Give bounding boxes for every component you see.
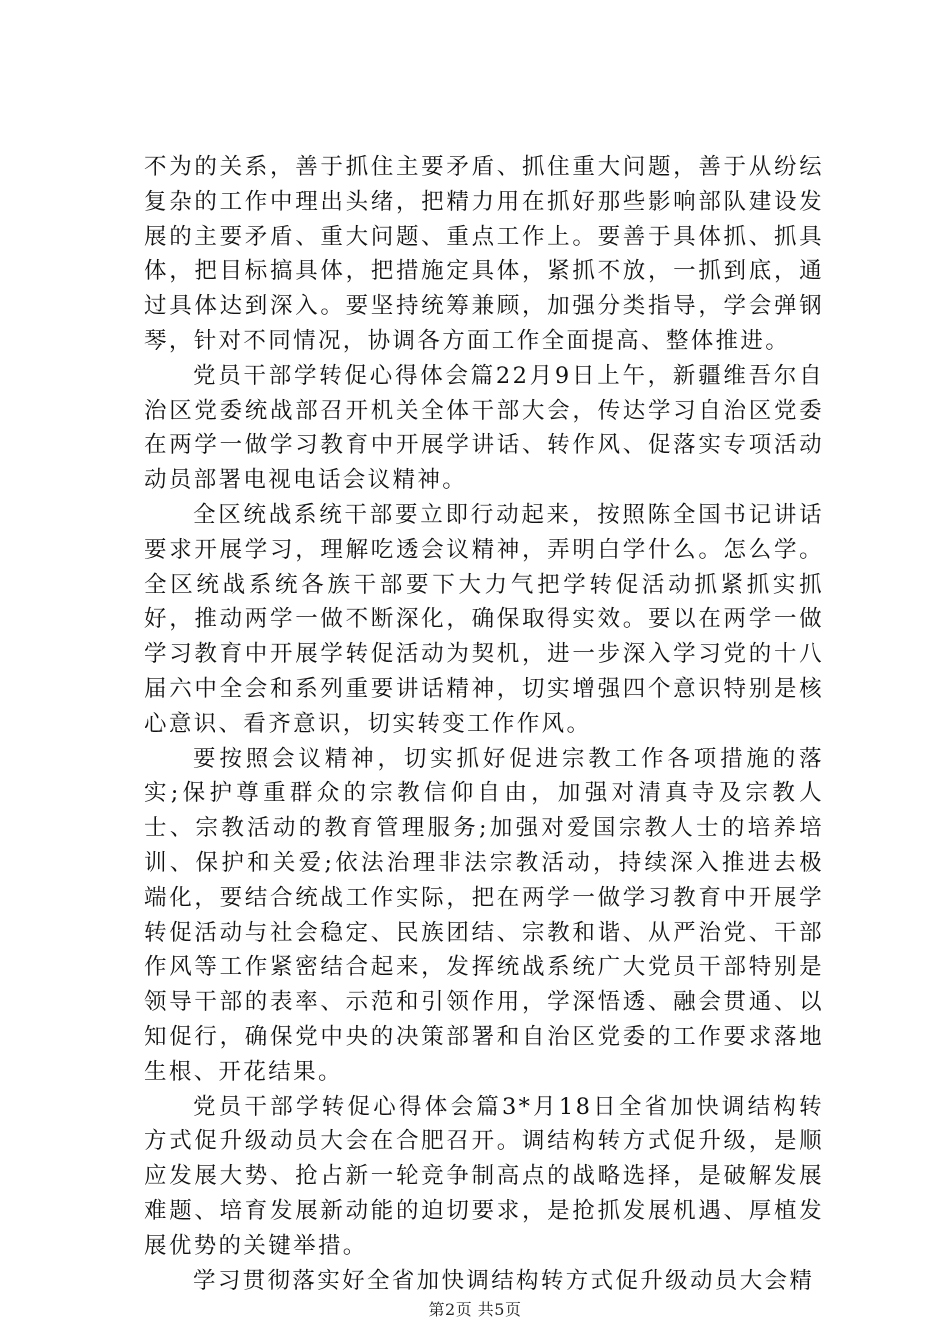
document-body <box>144 150 824 1298</box>
paragraph-6: 学习贯彻落实好全省加快调结构转方式促升级动员大会精 <box>193 1267 815 1294</box>
paragraph-2: 党员干部学转促心得体会篇22月9日上午，新疆维吾尔自治区党委统战部召开机关全体干部大会，传达学习自治区党委在两学一做学习教育中开展学讲话、转作风、促落实专项活动动员部署电视电话会议精神。 <box>144 362 824 494</box>
paragraph-3: 全区统战系统干部要立即行动起来，按照陈全国书记讲话要求开展学习，理解吃透会议精神，弄明白学什么。怎么学。全区统战系统各族干部要下大力气把学转促活动抓紧抓实抓好，推动两学一做不断深化，确保取得实效。要以在两学一做学习教育中开展学转促活动为契机，进一步深入学习党的十八届六中全会和系列重要讲话精神，切实增强四个意识特别是核心意识、看齐意识，切实转变工作作风。 <box>144 501 824 737</box>
paragraph-4: 要按照会议精神，切实抓好促进宗教工作各项措施的落实;保护尊重群众的宗教信仰自由，加强对清真寺及宗教人士、宗教活动的教育管理服务;加强对爱国宗教人士的培养培训、保护和关爱;依法治理非法宗教活动，持续深入推进去极端化，要结合统战工作实际，把在两学一做学习教育中开展学转促活动与社会稳定、民族团结、宗教和谐、从严治党、干部作风等工作紧密结合起来，发挥统战系统广大党员干部特别是领导干部的表率、示范和引领作用，学深悟透、融会贯通、以知促行，确保党中央的决策部署和自治区党委的工作要求落地生根、开花结果。 <box>144 745 824 1085</box>
paragraph-1: 不为的关系，善于抓住主要矛盾、抓住重大问题，善于从纷纭复杂的工作中理出头绪，把精力用在抓好那些影响部队建设发展的主要矛盾、重大问题、重点工作上。要善于具体抓、抓具体，把目标搞具体，把措施定具体，紧抓不放，一抓到底，通过具体达到深入。要坚持统筹兼顾，加强分类指导，学会弹钢琴，针对不同情况，协调各方面工作全面提高、整体推进。 <box>144 154 824 354</box>
paragraph-5: 党员干部学转促心得体会篇3*月18日全省加快调结构转方式促升级动员大会在合肥召开。调结构转方式促升级，是顺应发展大势、抢占新一轮竞争制高点的战略选择，是破解发展难题、培育发展新动能的迫切要求，是抢抓发展机遇、厚植发展优势的关键举措。 <box>144 1093 824 1259</box>
page-number-footer: 第2页 共5页 <box>428 1300 522 1319</box>
